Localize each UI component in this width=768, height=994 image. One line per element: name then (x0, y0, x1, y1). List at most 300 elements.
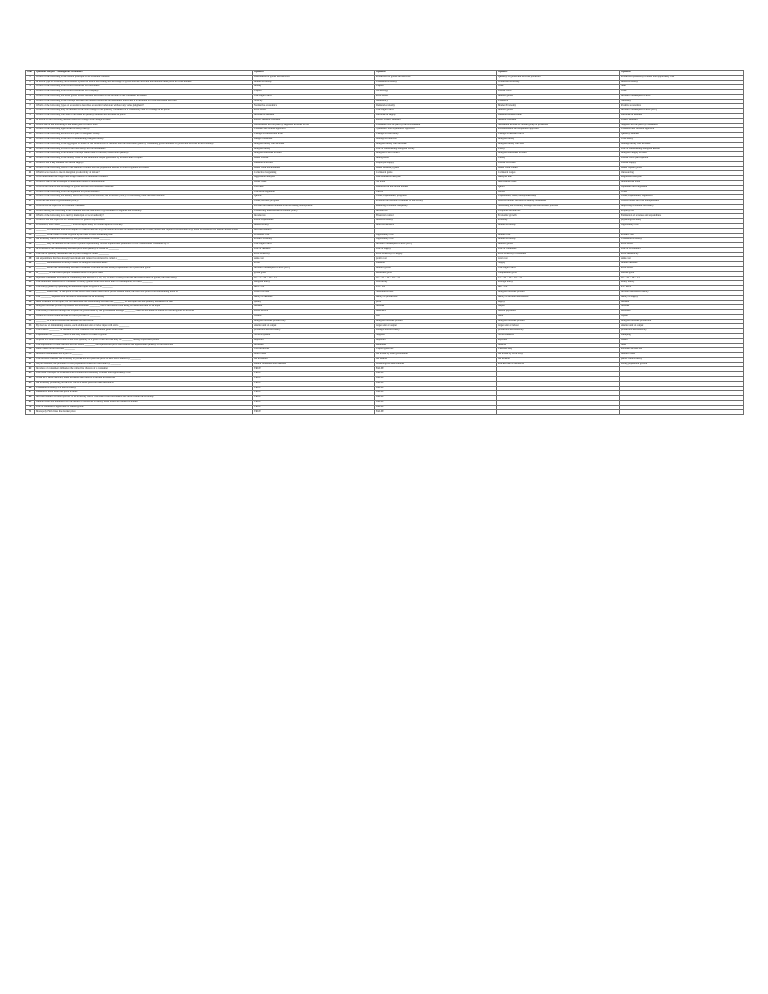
cell-option-b: Income Consumption Curve (ICC) (375, 243, 497, 248)
cell-option-b: tax levied by state government (375, 353, 497, 358)
cell-sno: 50 (26, 310, 35, 315)
cell-question: An expenditure that has already been made and cannot be retrieved is called a ________ (35, 257, 253, 262)
cell-option-b: Marginal revenue product (375, 319, 497, 324)
cell-option-b: Taxes, expenditure, programs (375, 195, 497, 200)
cell-option-c: MU / UP (497, 286, 620, 291)
cell-option-c: Utility (497, 147, 620, 152)
cell-question: ________ may be defined as the locus of points representing various equilibrium quantities of two commodities consumed by a (35, 243, 253, 248)
cell-option-d: utility theory (620, 281, 744, 286)
cell-option-b: Average Production (375, 137, 497, 142)
cell-sno: 66 (26, 386, 35, 391)
cell-sno: 68 (26, 396, 35, 401)
cell-question: Which of the following is the concept between our limited resources and unlimited wants and it is different for both individual and firm (35, 99, 253, 104)
cell-option-c: larger unit of labour (497, 324, 620, 329)
cell-question: MRP schedule for an input, we can determine the relationship between the ________ of the input and the quantity demanded of that (35, 300, 253, 305)
cell-sno: 37 (26, 247, 35, 252)
cell-option-b: Law of supply (375, 247, 497, 252)
cell-option-a: Money (253, 85, 375, 90)
cell-question: Which of the following may be defined as the total change in the quantity consumed of a commodity due to a change in its price? (35, 109, 253, 114)
cell-option-d: strong population growth (620, 362, 744, 367)
cell-option-a: imported (253, 338, 375, 343)
cell-option-b: Marginal Cost Product (375, 152, 497, 157)
cell-option-d: smaller unit of output (620, 324, 744, 329)
cell-option-c: reduces (497, 343, 620, 348)
cell-option-a: Conducting international economic policy (253, 209, 375, 214)
cell-question: A person consumes five units of commodity and derives 15, 12, 10, 18 and 13 utility from the successive units of goods, the total utility (35, 276, 253, 281)
cell-option-c: Better work values (497, 166, 620, 171)
cell-sno: 36 (26, 243, 35, 248)
header-option-d: OptionD (620, 71, 744, 76)
cell-option-a: Aggression analysis (253, 176, 375, 181)
cell-option-b: Technology (375, 90, 497, 95)
cell-option-c: Law of command (497, 247, 620, 252)
cell-option-d: Better capital goods (620, 166, 744, 171)
cell-question: ________ states that, "If the price of one factor does while other factor prices remain fixed, the firm will profit from substituting more of (35, 290, 253, 295)
cell-question: As per Malthus, the problem of over population would be overcome by ________ (35, 362, 253, 367)
cell-option-a: giffen good (253, 271, 375, 276)
cell-option-a: social service (253, 310, 375, 315)
cell-option-b: FALSE (375, 405, 497, 410)
cell-sno: 15 (26, 142, 35, 147)
cell-option-c: labor (497, 314, 620, 319)
cell-sno: 16 (26, 147, 35, 152)
cell-option-b: revenue (375, 305, 497, 310)
cell-option-b: Symmetric and asymmetric approach (375, 128, 497, 133)
cell-option-c: Economic growth (497, 214, 620, 219)
cell-option-b: FALSE (375, 377, 497, 382)
cell-option-d: Average utility will increase (620, 142, 744, 147)
cell-option-d: Skill (620, 85, 744, 90)
cell-option-d: Production possibility frontier and opportunity cost (620, 75, 744, 80)
cell-option-c: Quantity of goods and services produced (497, 75, 620, 80)
cell-sno: 3 (26, 85, 35, 90)
cell-sno: 21 (26, 171, 35, 176)
cell-option-c: theory of income distribution (497, 295, 620, 300)
cell-question: Which of the following is not an argument for protectionism? (35, 190, 253, 195)
cell-sno: 44 (26, 281, 35, 286)
cell-option-c: Market Economy (497, 104, 620, 109)
cell-option-b: FALSE (375, 400, 497, 405)
cell-option-a: TRUE (253, 386, 375, 391)
cell-question: ________ is the value of what is given up in order to have something else (35, 233, 253, 238)
cell-option-b: Promote the welfare of number of the society (375, 200, 497, 205)
cell-sno: 1 (26, 75, 35, 80)
cell-option-a: Tax rates (253, 185, 375, 190)
cell-option-d: Regression analysis (620, 176, 744, 181)
cell-option-b: Better monetary gains (375, 166, 497, 171)
cell-option-b: FALSE (375, 391, 497, 396)
cell-option-a: Marginal revenue productivity (253, 319, 375, 324)
cell-option-b: strength and efficiency (375, 329, 497, 334)
cell-option-d: Labour force participation (620, 157, 744, 162)
cell-question: An economy which is controlled by the government is called ________ (35, 238, 253, 243)
cell-option-d: normal good (620, 271, 744, 276)
cell-option-a: Profit (253, 262, 375, 267)
cell-question: ________ maximization is always based on Marginal Decision Rule. (35, 262, 253, 267)
cell-option-d: International trade (620, 180, 744, 185)
cell-option-a: Market economy (253, 80, 375, 85)
cell-option-a: Least cost rule (253, 290, 375, 295)
cell-sno: 40 (26, 262, 35, 267)
cell-option-a: Quotas (253, 195, 375, 200)
cell-option-a: sunk cost (253, 257, 375, 262)
cell-sno: 33 (26, 228, 35, 233)
cell-sno: 5 (26, 94, 35, 99)
cell-question: Which of the following is the central principle of all economic models? (35, 75, 253, 80)
cell-question: Wealth is a stock while income is a flow per unit of ________ (35, 314, 253, 319)
cell-option-a: tax incidence (253, 357, 375, 362)
cell-question: Which of the following is the money value of the additional output generated by an extra unit of input? (35, 157, 253, 162)
cell-option-b: Production of goods and services (375, 75, 497, 80)
cell-option-d: Law of Diminishing Marginal Return (620, 147, 744, 152)
cell-option-b: Law of Diminishing Marginal Utility (375, 147, 497, 152)
cell-option-a: Normative economics (253, 104, 375, 109)
cell-option-a: Mixed society (253, 224, 375, 229)
cell-option-a: MUx / Px (253, 286, 375, 291)
cell-option-d: Improving economic efficiency (620, 204, 744, 209)
cell-option-d: Income distribution theory (620, 290, 744, 295)
cell-sno: 29 (26, 209, 35, 214)
cell-option-d: revenue (620, 305, 744, 310)
cell-sno: 46 (26, 290, 35, 295)
cell-sno: 19 (26, 161, 35, 166)
cell-question: ________ of a factor reveals the demand for that factor. (35, 319, 253, 324)
cell-option-c: Quota (497, 185, 620, 190)
cell-question: Command economy is a free economy (35, 386, 253, 391)
cell-question: Which of the following is to tied by municipal or local authority? (35, 214, 253, 219)
cell-question: A ________ is one which people consume more of as price rises (35, 271, 253, 276)
cell-option-a: Demand activities (253, 161, 375, 166)
cell-option-c: Inferior goods (497, 94, 620, 99)
cell-option-c: Existence (497, 99, 620, 104)
cell-question: The rate of quantity demanded due to price change is called ________ (35, 252, 253, 257)
cell-question: Which of the following are usually associated with protectionism, the economic policy of restraining trade between nations? (35, 195, 253, 200)
cell-option-a: Public expenditure (253, 219, 375, 224)
cell-sno: 59 (26, 353, 35, 358)
cell-option-b: Demand economy (375, 104, 497, 109)
cell-question: Expenditure on ________ labor is the only source of value of goods (35, 333, 253, 338)
cell-option-d: Income Consumption Curve (ICC) (620, 109, 744, 114)
cell-option-a: Budget constraint (253, 137, 375, 142)
cell-option-a: The Engel Curve (253, 243, 375, 248)
cell-option-d: raise (620, 343, 744, 348)
cell-option-d (620, 410, 744, 415)
cell-option-c: efficient use of resources (497, 362, 620, 367)
cell-option-a: Increase in demand (253, 114, 375, 119)
cell-sno: 71 (26, 410, 35, 415)
cell-option-b: FALSE (375, 367, 497, 372)
cell-option-b: Marginal utility will decrease (375, 142, 497, 147)
cell-option-c: Collateral wages (497, 171, 620, 176)
cell-option-c: Family (497, 157, 620, 162)
cell-option-b: Collateral gains (375, 171, 497, 176)
cell-option-a: The Engel Curve (253, 94, 375, 99)
cell-option-b: Abundancy (375, 99, 497, 104)
cell-option-c: The Engel Curve (497, 267, 620, 272)
cell-option-b: Demand (375, 262, 497, 267)
question-rows (26, 75, 744, 414)
cell-sno: 35 (26, 238, 35, 243)
cell-option-a: Collective bargaining (253, 171, 375, 176)
cell-question: What are the tools of government policy? (35, 200, 253, 205)
cell-option-a: 10 + 5 + 10 + 18 + 13 (253, 276, 375, 281)
cell-sno: 70 (26, 405, 35, 410)
cell-option-c: economy (497, 219, 620, 224)
cell-option-b: No trade (375, 180, 497, 185)
cell-option-c: Expenditure, taxes, entrepreneurship (497, 195, 620, 200)
cell-option-c: Labour force (497, 90, 620, 95)
cell-option-b: Perfect Elastic Demand (375, 118, 497, 123)
cell-question: Which of the following is not scarce resources for company? (35, 90, 253, 95)
cell-option-c: output (497, 305, 620, 310)
cell-question: Demand is more when the price is more (35, 391, 253, 396)
cell-question: When PPF shifts outward, these increases that there is a decline in resources (35, 377, 253, 382)
cell-sno: 9 (26, 114, 35, 119)
cell-option-b: Discrimination analysis (375, 176, 497, 181)
cell-option-c: Bond economic decision in healthy businesses (497, 200, 620, 205)
cell-sno: 60 (26, 357, 35, 362)
cell-option-d: Price Effect (620, 243, 744, 248)
cell-option-c: Analysis line (497, 176, 620, 181)
cell-option-a: natural calamities and diseases (253, 362, 375, 367)
cell-sno: 64 (26, 377, 35, 382)
cell-question: In which type of economy, an economic system in which the trading and exchange of goods and services and information takes place in a free market? (35, 80, 253, 85)
cell-question: Which among the following is the common that the functions of government to regulate the economy? (35, 209, 253, 214)
cell-option-b: Opportunity cost (375, 233, 497, 238)
cell-option-b: price (375, 300, 497, 305)
cell-option-b: Opportunity cost (375, 238, 497, 243)
cell-option-d: sunk cost (620, 257, 744, 262)
cell-option-d: Trade (620, 190, 744, 195)
cell-question: What is the trade in the exchange of goods and services between countries? (35, 185, 253, 190)
cell-option-c: Customs duty (497, 348, 620, 353)
cell-sno: 4 (26, 90, 35, 95)
cell-option-a: TRUE (253, 372, 375, 377)
cell-option-a: Capital (253, 90, 375, 95)
cell-question: Which of the following are those goods whose demand decreases as the income of the consumer increases? (35, 94, 253, 99)
cell-option-b: Financial control (375, 214, 497, 219)
cell-option-d: Time (620, 90, 744, 95)
cell-option-c: Predetermined and sequential approach (497, 128, 620, 133)
cell-option-d: Price Effect (620, 267, 744, 272)
cell-option-a: Scarcity (253, 99, 375, 104)
cell-option-b: UX / UP (375, 286, 497, 291)
cell-option-d: Income Consumption Curve (620, 94, 744, 99)
cell-option-d: Market demand (620, 262, 744, 267)
header-question: Question Subject : Managerial Economics (35, 71, 253, 76)
header-option-a: OptionA (253, 71, 375, 76)
cell-option-b: FALSE (375, 372, 497, 377)
cell-option-a: Social Payment (253, 333, 375, 338)
cell-option-b: Employee supply (375, 161, 497, 166)
cell-option-c: Corporate income tax (497, 209, 620, 214)
cell-option-a: Marginal Revenue Product (253, 152, 375, 157)
cell-option-a: TRUE (253, 367, 375, 372)
cell-option-d: Elastic Demand (620, 118, 744, 123)
cell-question: In which of the following demand does not change with change in time? (35, 118, 253, 123)
cell-sno: 24 (26, 185, 35, 190)
cell-option-a: TRUE (253, 391, 375, 396)
cell-option-c: Marginal revenue product (497, 319, 620, 324)
cell-sno: 12 (26, 128, 35, 133)
cell-question: Which of the following is the aggregate of series of the satisfaction or benefits that the individual gains by consuming given amounts of goods and services in an economy? (35, 142, 253, 147)
cell-option-d: Mixed economy (620, 80, 744, 85)
cell-option-b: technological interventions (375, 362, 497, 367)
cell-sno: 41 (26, 267, 35, 272)
cell-option-d: Outsourcing (620, 171, 744, 176)
cell-question: Which of the following is the law of diminishing marginal utility? (35, 137, 253, 142)
cell-option-d: Command economy (620, 238, 744, 243)
cell-option-b: FALSE (375, 410, 497, 415)
cell-sno: 14 (26, 137, 35, 142)
cell-sno: 8 (26, 109, 35, 114)
cell-question: ________ is concerned with total output of a nation and the way the nation allocates its limited resources of land, labour and capital in an efficient way, trend of resources for future current action (35, 228, 253, 233)
cell-question: What's one of the following is the main goal of Price Floor? (35, 123, 253, 128)
table-row (26, 410, 744, 415)
cell-sno: 65 (26, 381, 35, 386)
cell-option-d: Taxes, expenditure, regulation (620, 195, 744, 200)
cell-option-c: Marginal utility (497, 137, 620, 142)
cell-question: Which is not the objective of classification of general expenditure? (35, 219, 253, 224)
cell-option-c: supply (497, 300, 620, 305)
cell-option-a: smaller unit of output (253, 324, 375, 329)
cell-question: Human wants are unlimited but the means or resources to satisfy these wants are limited in nature. (35, 400, 253, 405)
cell-option-a: TRUE (253, 410, 375, 415)
cell-option-c: 15 + 12 + 10 + 18 + 13 (497, 276, 620, 281)
cell-option-a: Income Consumption Curve (ICC) (253, 267, 375, 272)
cell-option-c: Goods (497, 190, 620, 195)
cell-sno: 31 (26, 219, 35, 224)
cell-option-d: demand (620, 300, 744, 305)
cell-sno: 57 (26, 343, 35, 348)
cell-option-d: Opportunity cost (620, 224, 744, 229)
cell-question: Incentive instruments are a part of ________ (35, 353, 253, 358)
cell-question: Incomes of consumers influence the collective choices of a consumer (35, 367, 253, 372)
cell-option-d: theory of supply (620, 295, 744, 300)
cell-question: Which of the following will lead to decrease in quantity demand and increase in price? (35, 114, 253, 119)
cell-option-d: subsidies (620, 310, 744, 315)
cell-question: What is not an objective of economic business? (35, 204, 253, 209)
cell-option-a: Law of demand (253, 247, 375, 252)
cell-option-b: imported (375, 338, 497, 343)
cell-option-c: production and elasticity (497, 329, 620, 334)
cell-question: Economics, also called ________ , is an in-depth study of certain aspects of society (35, 224, 253, 229)
cell-option-a: Income tax (253, 214, 375, 219)
cell-sno: 56 (26, 338, 35, 343)
cell-sno: 6 (26, 99, 35, 104)
cell-option-c: Demand remains same (497, 114, 620, 119)
cell-option-d: Total utility (620, 137, 744, 142)
cell-option-b: insurance (375, 310, 497, 315)
cell-option-b: total utility (375, 281, 497, 286)
cell-sno: 2 (26, 80, 35, 85)
cell-sno: 67 (26, 391, 35, 396)
cell-option-c: Marginal Revenues Product (497, 152, 620, 157)
cell-option-b: Consumer will be paid by the Government (375, 123, 497, 128)
cell-option-a: TRUE (253, 381, 375, 386)
cell-option-d: Personal income tax (620, 348, 744, 353)
cell-option-a: increases (253, 343, 375, 348)
cell-option-c: Supply (497, 262, 620, 267)
cell-option-a: TRUE (253, 405, 375, 410)
cell-question: Which is one of the technique to determine trends of unionization? (35, 180, 253, 185)
cell-option-a: Price Elasticity (253, 252, 375, 257)
cell-option-c: total cost (497, 257, 620, 262)
cell-option-a: Better work environment (253, 166, 375, 171)
cell-option-c: benefit payments (497, 310, 620, 315)
cell-sno: 54 (26, 329, 35, 334)
cell-option-a: The terms argument (253, 190, 375, 195)
cell-sno: 23 (26, 180, 35, 185)
cell-option-b: Tariffs (375, 190, 497, 195)
cell-option-d: Optimum tariff argument (620, 185, 744, 190)
cell-option-b: Change in total utility (375, 133, 497, 138)
cell-option-b: maintains (375, 343, 497, 348)
cell-question: By the law of diminishing returns, each additional unit of labor input will add a ________ (35, 324, 253, 329)
cell-option-a: Product economy (253, 238, 375, 243)
cell-option-a: Distribution of goods and services (253, 75, 375, 80)
cell-sno: 18 (26, 157, 35, 162)
cell-option-d: Px / MUx (620, 286, 744, 291)
cell-option-a: Price Effect (253, 109, 375, 114)
question-bank-table (25, 70, 744, 415)
cell-option-b: inferior goods (375, 267, 497, 272)
cell-question: In economics, the relationship between price and quantity is called as ________ (35, 247, 253, 252)
header-sno: S.no (26, 71, 35, 76)
cell-sno: 69 (26, 400, 35, 405)
cell-option-b: Price Effect (375, 94, 497, 99)
cell-option-b: Bar (375, 314, 497, 319)
cell-option-d: 10 + 12 + 14 + 13 (620, 276, 744, 281)
cell-option-d: production and elasticity (620, 329, 744, 334)
cell-option-c: tax levied by local body (497, 353, 620, 358)
cell-question: Law of Demand is applicable to Giffen goods (35, 405, 253, 410)
cell-option-c: complement good (497, 271, 620, 276)
cell-question: A quota is a direct restriction on the total quantity of a good or service that may be ________ during a specified period (35, 338, 253, 343)
cell-option-c: Merchantile trade (497, 180, 620, 185)
cell-sno: 42 (26, 271, 35, 276)
cell-option-a: Prevent the market domain from becoming monopolistic (253, 204, 375, 209)
cell-option-c: tax evasion (497, 357, 620, 362)
cell-option-c: Traditional economy (497, 80, 620, 85)
cell-option-b: 10 + 15 + 12 + 18 + 13 (375, 276, 497, 281)
cell-option-d: physiological study (620, 219, 744, 224)
cell-option-a: Barter trade (253, 180, 375, 185)
cell-sno: 26 (26, 195, 35, 200)
cell-option-d: Law of Economics (620, 247, 744, 252)
cell-option-d: Product cost (620, 233, 744, 238)
cell-option-c: Labour activities (497, 161, 620, 166)
cell-option-a: Marginal utility will increase (253, 142, 375, 147)
cell-option-c: exported (497, 338, 620, 343)
cell-question: Marginal revenue product represents the additional ________ that a firm earns from using an additional unit of an input (35, 305, 253, 310)
cell-option-c: Inferior goods (497, 243, 620, 248)
cell-sno: 39 (26, 257, 35, 262)
cell-option-a: Tax incentives (253, 348, 375, 353)
cell-option-d: Marginal Supply Product (620, 152, 744, 157)
cell-option-d: Common and variable approach (620, 128, 744, 133)
cell-sno: 34 (26, 233, 35, 238)
cell-option-b: Supplier (375, 333, 497, 338)
cell-option-a: Government will be paid by suppliers in terms of tax (253, 123, 375, 128)
cell-sno: 20 (26, 166, 35, 171)
cell-question: Which of the following is not scarce resources for individual? (35, 85, 253, 90)
cell-option-b: tax benefit (375, 357, 497, 362)
cell-option-c: Inferior goods (497, 109, 620, 114)
cell-option-a: production and efficiency (253, 329, 375, 334)
cell-option-d: Positive economics (620, 104, 744, 109)
cell-question: Which of the following refers to the number of hours that the population desires to work in gainful activities? (35, 166, 253, 171)
